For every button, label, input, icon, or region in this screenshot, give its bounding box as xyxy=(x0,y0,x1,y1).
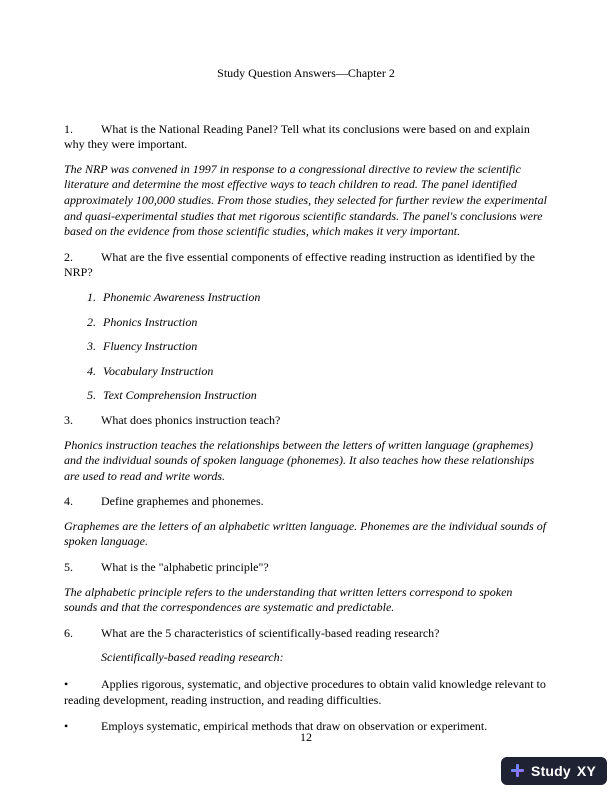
question-1-text: What is the National Reading Panel? Tell what its conclusions were based on and explain why they were important. xyxy=(64,121,530,152)
question-3-number: 3. xyxy=(64,412,73,427)
answer-3: Phonics instruction teaches the relationships between the letters of written language (graphemes) and the individual sounds of spoken language (phonemes). It also teaches how these relationships are used to read and write words. xyxy=(64,437,535,483)
list-item-number: 2. xyxy=(87,314,96,329)
brand-xy: XY xyxy=(576,762,596,779)
list-item-text: Vocabulary Instruction xyxy=(103,363,214,378)
answer-1: The NRP was convened in 1997 in response to a congressional directive to review the scientific literature and determine the most effective ways to teach children to read. The panel identified approximately 100,000 studies. From those studies, they selected for further review the experimental and quasi-experimental studies that met rigorous scientific standards. The panel's conclusions were based on the evidence from those scientific studies, which makes it very important. xyxy=(64,161,547,239)
list-item-number: 1. xyxy=(87,289,96,304)
list-item-number: 4. xyxy=(87,363,96,378)
studyxy-badge xyxy=(501,757,607,785)
list-item-text: Text Comprehension Instruction xyxy=(103,388,257,403)
answer-6-heading: Scientifically-based reading research: xyxy=(101,650,284,665)
question-4 xyxy=(64,494,548,510)
list-item-text: Phonics Instruction xyxy=(103,314,198,329)
list-item xyxy=(87,364,548,380)
bullet-item xyxy=(64,677,548,708)
question-1 xyxy=(64,122,548,153)
list-item-number: 3. xyxy=(87,339,96,354)
doc-title: Study Question Answers—Chapter 2 xyxy=(217,66,395,80)
bullet-text: Applies rigorous, systematic, and objective procedures to obtain valid knowledge relevant to reading development, reading instruction, and reading difficulties. xyxy=(64,677,546,707)
components-list xyxy=(64,290,548,404)
question-5-text: What is the "alphabetic principle"? xyxy=(101,560,269,575)
brand-study: Study xyxy=(531,762,571,779)
bullet-text: Employs systematic, empirical methods that draw on observation or experiment. xyxy=(101,719,488,734)
list-item-text: Phonemic Awareness Instruction xyxy=(103,289,261,304)
list-item-number: 5. xyxy=(87,388,96,403)
bullet-marker: • xyxy=(64,677,69,692)
bullet-marker: • xyxy=(64,719,69,734)
question-1-number: 1. xyxy=(64,121,73,136)
answer-5: The alphabetic principle refers to the understanding that written letters correspond to spoken sounds and that the correspondences are systematic and predictable. xyxy=(64,584,513,615)
page-number: 12 xyxy=(300,730,312,745)
question-3 xyxy=(64,413,548,429)
list-item xyxy=(87,388,548,404)
question-5 xyxy=(64,560,548,576)
question-2-number: 2. xyxy=(64,249,73,264)
plus-icon xyxy=(510,763,525,778)
list-item xyxy=(87,339,548,355)
list-item xyxy=(87,290,548,306)
question-5-number: 5. xyxy=(64,560,73,575)
question-2-text: What are the five essential components of effective reading instruction as identified by the NRP? xyxy=(64,249,535,280)
question-6-text: What are the 5 characteristics of scientifically-based reading research? xyxy=(101,625,440,640)
question-6 xyxy=(64,626,548,642)
answer-4: Graphemes are the letters of an alphabetic written language. Phonemes are the individual sounds of spoken language. xyxy=(64,518,547,549)
question-4-text: Define graphemes and phonemes. xyxy=(101,494,264,509)
list-item-text: Fluency Instruction xyxy=(103,339,198,354)
question-2 xyxy=(64,250,548,281)
list-item xyxy=(87,315,548,331)
question-6-number: 6. xyxy=(64,625,73,640)
question-4-number: 4. xyxy=(64,494,73,509)
question-3-text: What does phonics instruction teach? xyxy=(101,412,281,427)
